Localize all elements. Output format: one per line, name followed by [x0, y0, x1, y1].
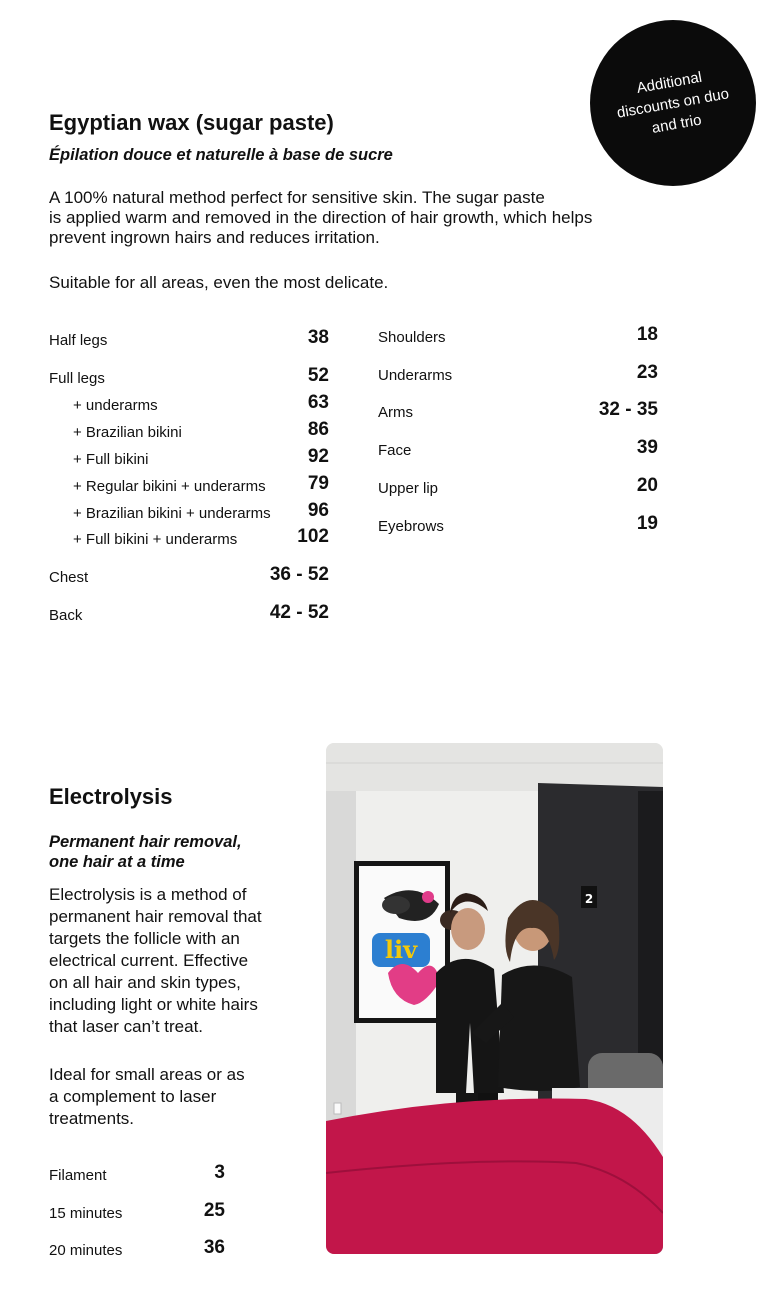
- price-value: 3: [214, 1162, 225, 1183]
- price-label: Back: [49, 607, 83, 624]
- price-value: 63: [307, 392, 329, 413]
- price-label: + Full bikini: [73, 451, 149, 468]
- price-label: Filament: [49, 1167, 107, 1184]
- price-value: 96: [307, 500, 329, 521]
- price-row-chest: [49, 560, 329, 586]
- price-row-underarms-addon: [49, 388, 329, 414]
- price-value: 39: [636, 437, 658, 458]
- price-value: 18: [636, 324, 658, 345]
- electrolysis-ideal: [49, 1064, 299, 1130]
- price-label: + Regular bikini + underarms: [73, 478, 266, 495]
- electrolysis-subtitle-line: Permanent hair removal,: [49, 833, 242, 851]
- price-row-shoulders: [378, 320, 658, 346]
- price-label: 15 minutes: [49, 1205, 123, 1222]
- price-row-back: [49, 598, 329, 624]
- price-label: Half legs: [49, 332, 108, 349]
- price-label: + Brazilian bikini: [73, 424, 182, 441]
- electrolysis-description-line: that laser can’t treat.: [49, 1017, 204, 1036]
- price-row-full-bikini-underarms: [49, 522, 329, 548]
- price-row-half-legs: [49, 323, 329, 349]
- electrolysis-description-line: on all hair and skin types,: [49, 973, 241, 992]
- discount-badge: [590, 20, 756, 186]
- poster-logo: liv: [384, 935, 418, 964]
- electrolysis-description-line: including light or white hairs: [49, 995, 258, 1014]
- wax-description-line: is applied warm and removed in the direction of hair growth, which helps: [49, 208, 593, 227]
- price-row-face: [378, 433, 658, 459]
- price-value: 86: [307, 419, 329, 440]
- price-row-upper-lip: [378, 471, 658, 497]
- price-value: 20: [636, 475, 658, 496]
- price-value: 25: [203, 1200, 225, 1221]
- price-label: + underarms: [73, 397, 158, 414]
- price-label: Face: [378, 442, 412, 459]
- price-value: 19: [636, 513, 658, 534]
- price-value: 32 - 35: [598, 399, 658, 420]
- price-value: 52: [307, 365, 329, 386]
- price-row-arms: [378, 395, 658, 421]
- electrolysis-subtitle: [49, 832, 309, 872]
- price-row-15-minutes: [49, 1196, 225, 1222]
- price-label: Eyebrows: [378, 518, 444, 535]
- electrolysis-description: [49, 884, 299, 1038]
- wax-title: Egyptian wax (sugar paste): [49, 110, 334, 135]
- price-label: Shoulders: [378, 329, 446, 346]
- price-label: Arms: [378, 404, 413, 421]
- price-row-brazilian-addon: [49, 415, 329, 441]
- price-value: 23: [636, 362, 658, 383]
- electrolysis-description-line: electrical current. Effective: [49, 951, 249, 970]
- price-label: Chest: [49, 569, 89, 586]
- treatment-room-illustration: [326, 743, 663, 1254]
- price-label: + Full bikini + underarms: [73, 531, 238, 548]
- price-label: 20 minutes: [49, 1242, 123, 1259]
- discount-badge-text: Additional discounts on duo and trio: [615, 68, 731, 137]
- wax-description-line: prevent ingrown hairs and reduces irritation.: [49, 228, 380, 247]
- price-label: Underarms: [378, 367, 453, 384]
- electrolysis-title: Electrolysis: [49, 784, 173, 809]
- price-row-filament: [49, 1158, 225, 1184]
- electrolysis-ideal-line: a complement to laser: [49, 1087, 217, 1106]
- door-number: 2: [584, 892, 594, 906]
- price-row-brazilian-bikini-underarms: [49, 496, 329, 522]
- price-value: 42 - 52: [269, 602, 329, 623]
- price-label: Upper lip: [378, 480, 439, 497]
- wax-suitable: Suitable for all areas, even the most delicate.: [49, 273, 389, 292]
- price-value: 36: [203, 1237, 225, 1258]
- treatment-room-photo: [326, 743, 663, 1254]
- wax-subtitle: Épilation douce et naturelle à base de sucre: [49, 146, 393, 164]
- price-value: 38: [307, 327, 329, 348]
- electrolysis-ideal-line: Ideal for small areas or as: [49, 1065, 245, 1084]
- price-value: 102: [297, 526, 329, 547]
- electrolysis-description-line: targets the follicle with an: [49, 929, 240, 948]
- price-value: 92: [307, 446, 329, 467]
- electrolysis-ideal-line: treatments.: [49, 1109, 135, 1128]
- price-row-full-bikini-addon: [49, 442, 329, 468]
- electrolysis-description-line: Electrolysis is a method of: [49, 885, 247, 904]
- wax-description-line: A 100% natural method perfect for sensitive skin. The sugar paste: [49, 188, 545, 207]
- price-value: 36 - 52: [269, 564, 329, 585]
- price-label: + Brazilian bikini + underarms: [73, 505, 271, 522]
- price-label: Full legs: [49, 370, 105, 387]
- price-row-underarms: [378, 358, 658, 384]
- price-row-regular-bikini-underarms: [49, 469, 329, 495]
- wax-description: [49, 188, 669, 248]
- price-row-20-minutes: [49, 1233, 225, 1259]
- electrolysis-description-line: permanent hair removal that: [49, 907, 262, 926]
- price-value: 79: [307, 473, 329, 494]
- electrolysis-subtitle-line: one hair at a time: [49, 853, 185, 871]
- price-row-eyebrows: [378, 509, 658, 535]
- price-row-full-legs: [49, 361, 329, 387]
